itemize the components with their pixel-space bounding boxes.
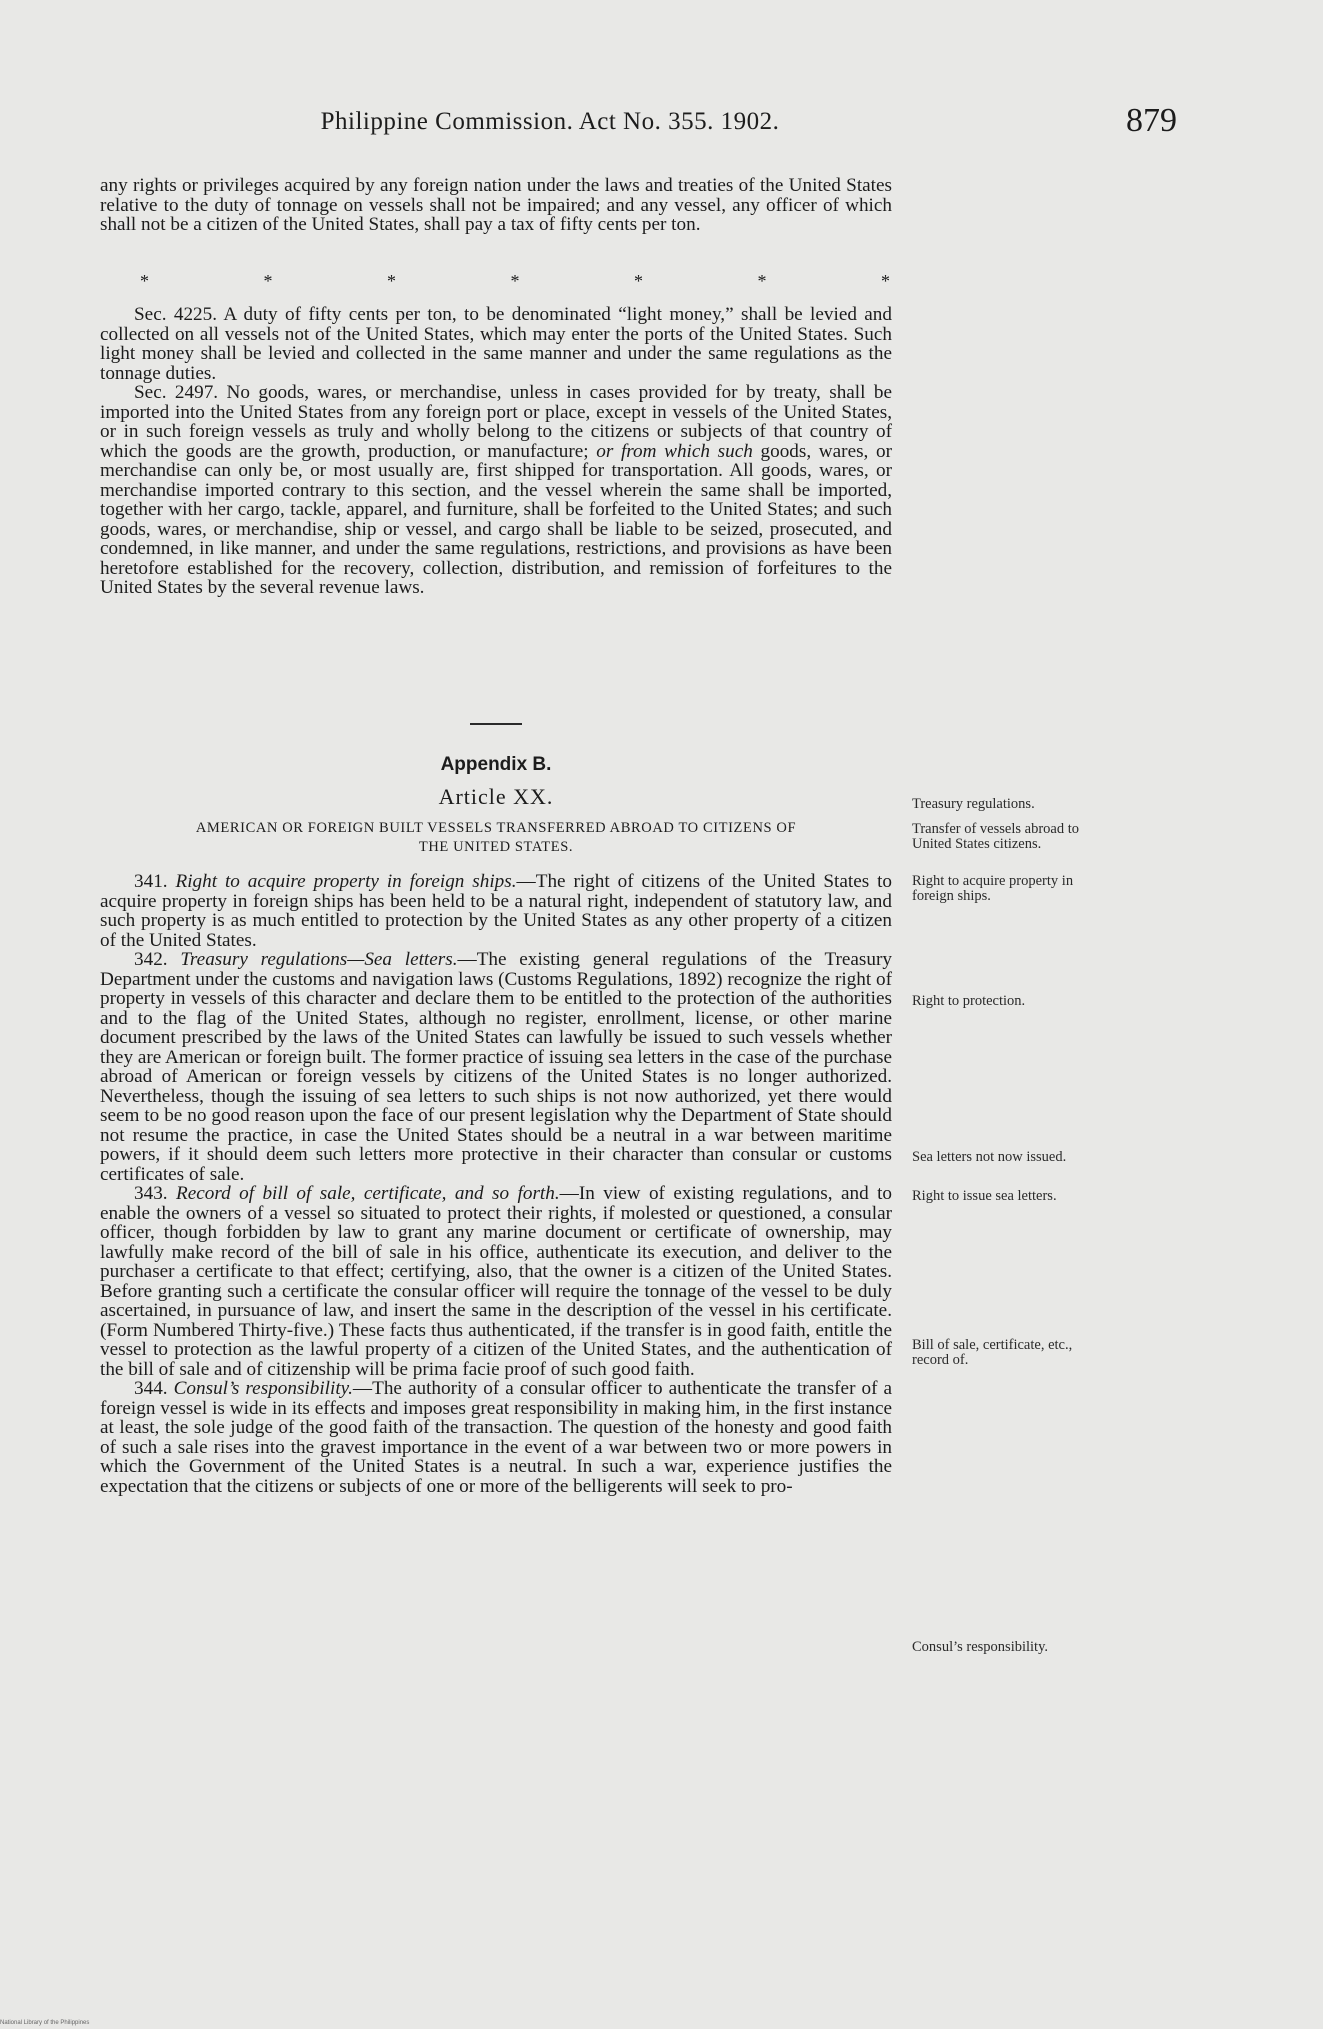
star: * xyxy=(510,271,520,291)
section-341 xyxy=(100,872,892,950)
section-text: —The authority of a consular officer to authenticate the transfer of a foreign vessel is wide in its effects and imposes great responsibility in making him, in the first instance at least, the sole judge of the good faith of the transaction. The question of the honesty and good faith of such a sale rises into the gravest importance in the event of a war between two or more powers in which the Government of the United States is a neutral. In such a war, experience justifies the expectation that the citizens or subjects of one or more of the belligerents will seek to pro- xyxy=(100,1378,893,1497)
sec-2497-italic: or from which such xyxy=(588,440,753,462)
sec-2497-paragraph xyxy=(100,383,892,598)
star: * xyxy=(881,271,890,291)
sec-2497-text-a: Sec. 2497. No goods, wares, or merchandise, unless in cases provided for by treaty, shall be imported into the United States from any foreign port or place, except in vessels of the United States, or in such foreign vessels as truly and wholly belong to the citizens or subjects of that country of which the goods are the growth, production, or manufacture; xyxy=(100,382,892,462)
star: * xyxy=(263,271,273,291)
margin-note-protection: Right to protection. xyxy=(912,993,1026,1009)
article-heading xyxy=(100,819,892,857)
article-heading-line: THE UNITED STATES. xyxy=(418,839,574,855)
section-title: Consul’s responsibility. xyxy=(173,1378,353,1399)
sec-4225-paragraph: Sec. 4225. A duty of fifty cents per ton, to be denominated “light money,” shall be levied and collected on all vessels not of the United States, which may enter the ports of the United States. Such light money shall be levied and collected in the same manner and under the same regulations as the tonnage duties. xyxy=(100,304,892,384)
section-title: Treasury regulations—Sea letters. xyxy=(180,949,458,970)
margin-note-issue: Right to issue sea letters. xyxy=(912,1188,1057,1204)
article-title: Article XX. xyxy=(438,784,554,809)
page-number: 879 xyxy=(1126,102,1177,139)
section-number: 343. xyxy=(134,1183,168,1204)
star: * xyxy=(757,271,767,291)
ellipsis-stars xyxy=(140,271,890,292)
section-number: 341. xyxy=(134,871,168,892)
section-text: —In view of existing regulations, and to enable the owners of a vessel so situated to protect their rights, if molested or questioned, a consular officer, though forbidden by law to grant any marine document or certificate of ownership, may lawfully make record of the bill of sale in his office, authenticate its execution, and deliver to the purchaser a certificate to that effect; certifying, also, that the owner is a citizen of the United States. Before granting such a certificate the consular officer will require the tonnage of the vessel to be duly ascertained, in pursuance of law, and insert the same in the description of the vessel in his certificate. (Form Numbered Thirty-five.) These facts thus authenticated, if the transfer is in good faith, entitle the vessel to protection as the lawful property of a citizen of the United States, and the authentication of the bill of sale and of citizenship will be prima facie proof of such good faith. xyxy=(100,1183,893,1380)
article-heading-line: AMERICAN OR FOREIGN BUILT VESSELS TRANSFERRED ABROAD TO CITIZENS OF xyxy=(195,820,797,836)
section-number: 344. xyxy=(134,1378,168,1399)
margin-note-treasury: Treasury regulations. xyxy=(912,796,1035,812)
section-text: —The existing general regulations of the Treasury Department under the customs and navigation laws (Customs Regulations, 1892) recognize the right of property in vessels of this character and declare them to be entitled to the protection of the authorities and to the flag of the United States, although no register, enrollment, license, or other marine document prescribed by the laws of the United States can lawfully be issued to such vessels whether they are American or foreign built. The former practice of issuing sea letters in the case of the purchase abroad of American or foreign vessels by citizens of the United States is no longer authorized. Nevertheless, though the issuing of sea letters to such ships is not now authorized, yet there would seem to be no good reason upon the face of our present legislation why the Department of State should not resume the practice, in case the United States should be a neutral in a war between maritime powers, if it should deem such letters more protective in their character than consular or customs certificates of sale. xyxy=(100,949,892,1185)
star: * xyxy=(634,271,643,291)
footer-watermark: National Library of the Philippines xyxy=(0,2020,90,2026)
section-text: —The right of citizens of the United States to acquire property in foreign ships has been held to be a natural right, independent of statutory law, and such property is as much entitled to protection by the United States as any other property of a citizen of the United States. xyxy=(100,871,893,951)
intro-text: any rights or privileges acquired by any foreign nation under the laws and treaties of the United States relative to the duty of tonnage on vessels shall not be impaired; and any vessel, any officer of which shall not be a citizen of the United States, shall pay a tax of fifty cents per ton. xyxy=(100,175,892,235)
sec-2497-text-b: goods, wares, or merchandise can only be, or most usually are, first shipped for transportation. All goods, wares, or merchandise imported contrary to this section, and the vessel wherein the same shall be imported, together with her cargo, tackle, apparel, and furniture, shall be forfeited to the United States; and such goods, wares, or merchandise, ship or vessel, and cargo shall be liable to be seized, prosecuted, and condemned, in like manner, and under the same regulations, restrictions, and provisions as have been heretofore established for the recovery, collection, distribution, and remission of forfeitures to the United States by the several revenue laws. xyxy=(100,440,892,598)
margin-note-acquire: Right to acquire property in foreign ships. xyxy=(912,873,1074,904)
section-342 xyxy=(100,950,892,1184)
margin-note-transfer: Transfer of vessels abroad to United States citizens. xyxy=(912,821,1079,852)
section-344 xyxy=(100,1379,892,1496)
statute-sections xyxy=(100,305,892,598)
margin-note-consul: Consul’s responsibility. xyxy=(912,1639,1049,1655)
section-title: Right to acquire property in foreign ships. xyxy=(175,871,517,892)
article-sections xyxy=(100,872,892,1496)
section-title: Record of bill of sale, certificate, and so forth. xyxy=(176,1183,560,1204)
star: * xyxy=(387,271,396,291)
margin-note-bill: Bill of sale, certificate, etc., record of. xyxy=(912,1337,1073,1368)
section-343 xyxy=(100,1184,892,1379)
appendix-title: Appendix B. xyxy=(440,754,552,775)
section-divider xyxy=(470,723,522,725)
intro-paragraph xyxy=(100,176,892,235)
running-header: Philippine Commission. Act No. 355. 1902. xyxy=(320,108,780,135)
section-number: 342. xyxy=(134,949,168,970)
star: * xyxy=(140,271,149,291)
margin-note-sea-letters: Sea letters not now issued. xyxy=(912,1149,1067,1165)
